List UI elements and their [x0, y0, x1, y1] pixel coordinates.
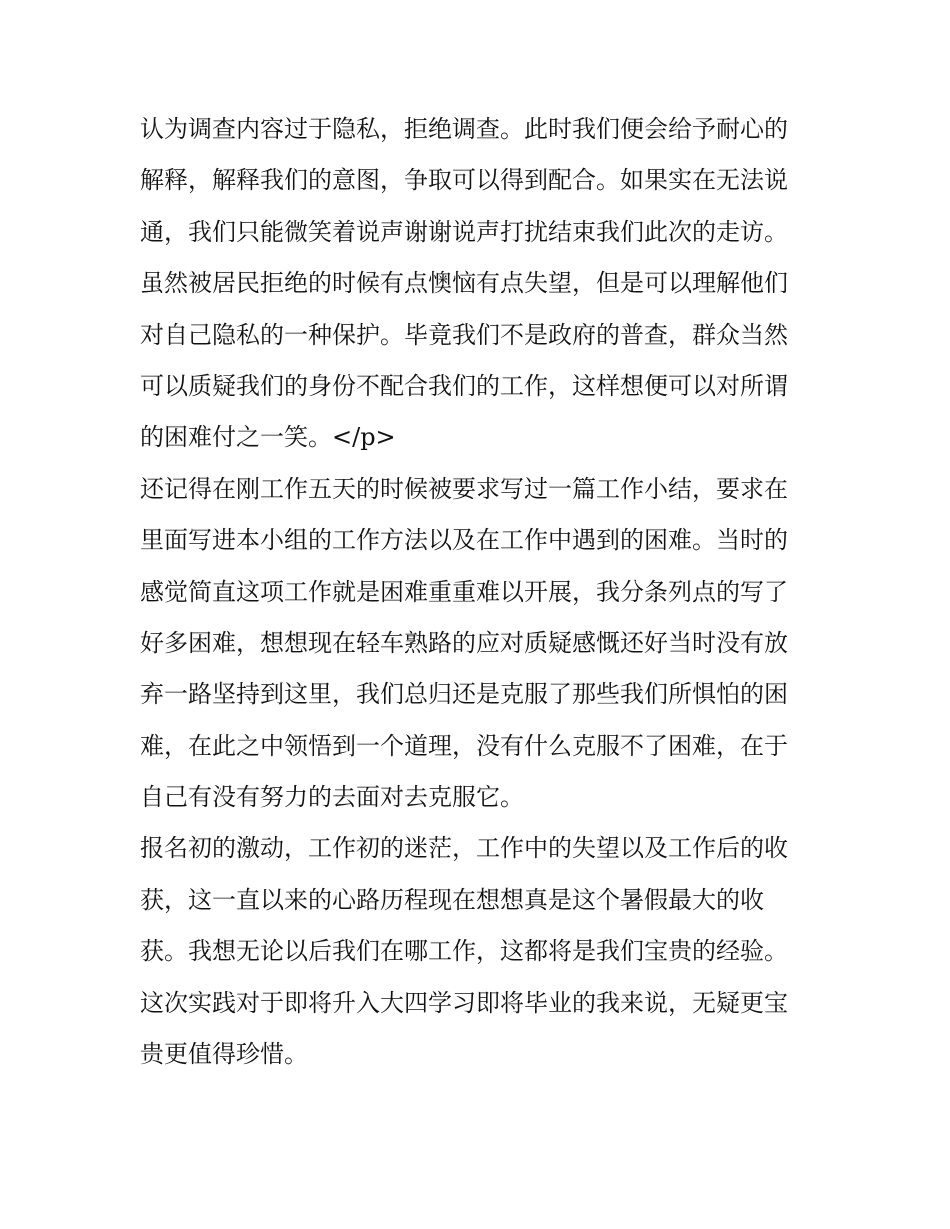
text-line: 获。我想无论以后我们在哪工作，这都将是我们宝贵的经验。 [140, 937, 788, 966]
text-line: 报名初的激动，工作初的迷茫，工作中的失望以及工作后的收 [140, 834, 788, 863]
text-line: 难，在此之中领悟到一个道理，没有什么克服不了困难，在于 [140, 731, 788, 760]
text-line: 虽然被居民拒绝的时候有点懊恼有点失望，但是可以理解他们 [140, 269, 788, 298]
text-line: 还记得在刚工作五天的时候被要求写过一篇工作小结，要求在 [140, 474, 788, 503]
text-line: 这次实践对于即将升入大四学习即将毕业的我来说，无疑更宝 [140, 988, 788, 1017]
text-line: 获，这一直以来的心路历程现在想想真是这个暑假最大的收 [140, 885, 764, 914]
text-line: 的困难付之一笑。</p> [140, 423, 396, 452]
text-line: 通，我们只能微笑着说声谢谢说声打扰结束我们此次的走访。 [140, 217, 788, 246]
text-line: 认为调查内容过于隐私，拒绝调查。此时我们便会给予耐心的 [140, 115, 788, 143]
text-line: 感觉简直这项工作就是困难重重难以开展，我分条列点的写了 [140, 577, 788, 606]
text-line: 解释，解释我们的意图，争取可以得到配合。如果实在无法说 [140, 166, 788, 195]
text-line: 好多困难，想想现在轻车熟路的应对质疑感慨还好当时没有放 [140, 628, 788, 657]
text-line: 对自己隐私的一种保护。毕竟我们不是政府的普查，群众当然 [140, 320, 788, 349]
text-line: 自己有没有努力的去面对去克服它。 [140, 783, 524, 812]
text-line: 可以质疑我们的身份不配合我们的工作，这样想便可以对所谓 [140, 371, 788, 400]
text-line: 里面写进本小组的工作方法以及在工作中遇到的困难。当时的 [140, 526, 788, 555]
text-line: 弃一路坚持到这里，我们总归还是克服了那些我们所惧怕的困 [140, 680, 788, 709]
text-line: 贵更值得珍惜。 [140, 1040, 308, 1069]
document-body [140, 104, 820, 1080]
